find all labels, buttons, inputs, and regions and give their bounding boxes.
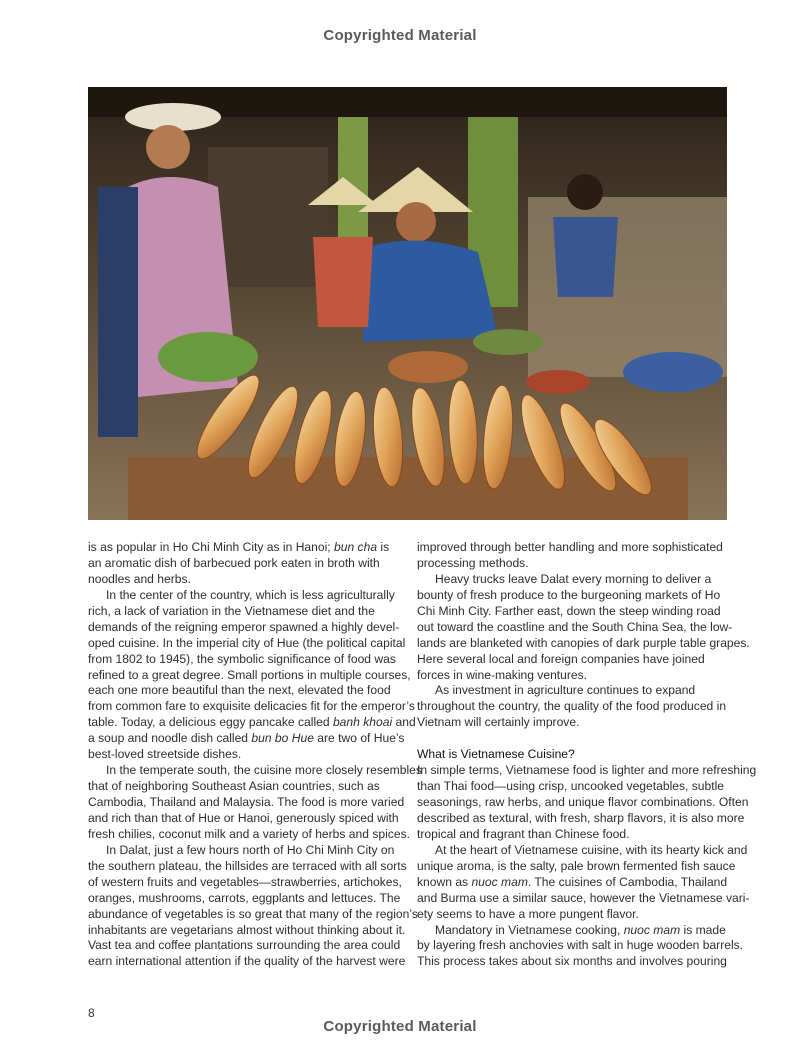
text-segment: described as textural, with fresh, sharp flavors, it is also more: [417, 810, 745, 825]
text-segment: In the center of the country, which is less agriculturally: [106, 587, 395, 602]
text-segment: This process takes about six months and involves pouring: [417, 954, 727, 969]
text-segment: the southern plateau, the hillsides are terraced with all sorts: [88, 858, 407, 873]
italic-term: nuoc mam: [471, 874, 528, 889]
text-line: [417, 731, 729, 747]
text-line: [88, 604, 400, 620]
text-segment: Here several local and foreign companies have joined: [417, 651, 705, 666]
text-line: [88, 635, 406, 652]
text-segment: seasonings, raw herbs, and unique flavor combinations. Often: [417, 795, 749, 809]
text-line: [417, 842, 748, 859]
text-line: [88, 779, 400, 795]
copyright-watermark-top: Copyrighted Material: [323, 27, 477, 44]
text-segment: noodles and herbs.: [88, 571, 191, 586]
text-line: [88, 875, 400, 891]
text-line: [417, 540, 729, 556]
text-line: [417, 907, 729, 923]
italic-term: bun bo Hue: [251, 731, 314, 746]
text-segment: Mandatory in Vietnamese cooking,: [435, 922, 624, 937]
text-line: [88, 588, 400, 604]
text-line: [417, 954, 729, 970]
text-line: [417, 827, 729, 843]
text-segment: is made: [680, 922, 726, 937]
photo-illustration: [88, 87, 727, 520]
text-line: [88, 922, 406, 939]
italic-term: bun cha: [334, 540, 378, 554]
text-line: [417, 763, 757, 779]
text-line: [417, 668, 729, 684]
text-line: [88, 540, 400, 556]
italic-term: nuoc mam: [623, 922, 681, 937]
italic-term: banh khoai: [332, 715, 393, 730]
text-segment: and: [392, 715, 416, 730]
text-segment: earn international attention if the quality of the harvest were: [88, 954, 406, 969]
text-segment: demands of the reigning emperor spawned a highly devel-: [88, 619, 400, 634]
text-segment: In the temperate south, the cuisine more closely resembles: [106, 763, 422, 778]
text-segment: . The cuisines of Cambodia, Thailand: [527, 874, 728, 889]
text-line: [417, 938, 744, 954]
text-line: [88, 731, 405, 747]
text-segment: Chi Minh City. Farther east, down the steep winding road: [417, 603, 721, 618]
text-segment: In simple terms, Vietnamese food is lighter and more refreshing: [417, 763, 757, 778]
text-line: [88, 954, 406, 970]
text-line: [88, 858, 407, 875]
text-segment: Vietnam will certainly improve.: [417, 715, 580, 730]
text-segment: processing methods.: [417, 555, 529, 570]
text-segment: best-loved streetside dishes.: [88, 747, 242, 762]
text-line: [88, 652, 400, 668]
text-segment: known as: [417, 874, 472, 889]
text-segment: tropical and fragrant than Chinese food.: [417, 826, 630, 841]
copyright-watermark-bottom: Copyrighted Material: [323, 1018, 477, 1035]
text-segment: a soup and noodle dish called: [88, 731, 252, 746]
text-line: [417, 699, 729, 715]
text-segment: than Thai food—using crisp, uncooked vegetables, subtle: [417, 779, 725, 794]
text-segment: is as popular in Ho Chi Minh City as in Hanoi;: [88, 540, 335, 554]
text-line: [88, 747, 400, 763]
text-segment: table. Today, a delicious eggy pancake called: [88, 715, 333, 730]
text-line: [417, 890, 750, 907]
text-segment: Heavy trucks leave Dalat every morning to deliver a: [435, 571, 712, 586]
text-segment: by layering fresh anchovies with salt in huge wooden barrels.: [417, 938, 744, 953]
text-segment: fresh chilies, coconut milk and a variety of herbs and spices.: [88, 826, 410, 841]
text-line: [88, 620, 400, 636]
text-segment: forces in wine-making ventures.: [417, 667, 588, 682]
text-segment: refined to a great degree. Small portions in multiple courses,: [88, 667, 411, 682]
text-line: [417, 652, 729, 668]
text-line: [88, 811, 400, 827]
text-segment: from 1802 to 1945), the symbolic significance of food was: [88, 651, 396, 666]
text-line: [417, 635, 750, 652]
text-line: [417, 619, 733, 636]
text-line: [88, 667, 411, 684]
text-line: [88, 906, 418, 923]
text-line: [88, 795, 405, 811]
text-line: [417, 875, 729, 891]
text-line: [417, 572, 729, 588]
text-line: [88, 572, 400, 588]
text-segment: In Dalat, just a few hours north of Ho Chi Minh City on: [106, 842, 395, 857]
text-segment: bounty of fresh produce to the burgeoning markets of Ho: [417, 587, 721, 602]
text-line: [417, 588, 729, 604]
text-line: [417, 604, 729, 620]
text-segment: Cambodia, Thailand and Malaysia. The food is more varied: [88, 795, 405, 809]
text-segment: improved through better handling and more sophisticated: [417, 540, 723, 554]
text-line: [417, 923, 729, 939]
text-segment: is: [377, 540, 390, 554]
text-segment: unique aroma, is the salty, pale brown fermented fish sauce: [417, 858, 736, 873]
text-segment: inhabitants are vegetarians almost without thinking about it.: [88, 922, 406, 937]
text-line: [88, 683, 400, 699]
text-segment: of western fruits and vegetables—strawberries, artichokes,: [88, 874, 402, 889]
text-segment: Vast tea and coffee plantations surrounding the area could: [88, 938, 401, 953]
text-line: [417, 683, 729, 699]
text-line: [88, 556, 400, 572]
text-segment: What is Vietnamese Cuisine?: [417, 747, 575, 762]
text-segment: each one more beautiful than the next, elevated the food: [88, 683, 391, 698]
text-segment: abundance of vegetables is so great that many of the region’s: [88, 906, 418, 921]
text-segment: that of neighboring Southeast Asian countries, such as: [88, 779, 380, 794]
section-heading: [417, 747, 729, 763]
text-line: [417, 858, 736, 875]
text-segment: lands are blanketed with canopies of dark purple table grapes.: [417, 635, 750, 650]
text-segment: from common fare to exquisite delicacies fit for the emperor’s: [88, 699, 415, 714]
text-line: [88, 699, 415, 715]
text-line: [88, 891, 400, 907]
text-line: [417, 556, 729, 572]
text-segment: ety seems to have a more pungent flavor.: [417, 906, 639, 921]
text-line: [417, 795, 749, 811]
text-line: [417, 779, 729, 795]
text-segment: oranges, mushrooms, carrots, eggplants and lettuces. The: [88, 890, 401, 905]
text-segment: oped cuisine. In the imperial city of Hue (the political capital: [88, 635, 406, 650]
text-line: [417, 810, 745, 827]
text-line: [88, 938, 400, 954]
text-line: [88, 826, 410, 843]
text-column-right: [417, 540, 757, 970]
text-line: [88, 763, 422, 779]
text-segment: and rich than that of Hue or Hanoi, generously spiced with: [88, 810, 399, 825]
text-segment: are two of Hue’s: [313, 731, 405, 746]
text-segment: and Burma use a similar sauce, however the Vietnamese vari-: [417, 890, 750, 905]
text-line: [88, 715, 416, 731]
text-segment: throughout the country, the quality of the food produced in: [417, 699, 727, 714]
text-segment: At the heart of Vietnamese cuisine, with its hearty kick and: [435, 842, 748, 857]
text-segment: rich, a lack of variation in the Vietnamese diet and the: [88, 603, 375, 618]
market-stall-photo: [88, 87, 727, 520]
text-line: [417, 715, 729, 731]
page-number: 8: [88, 1006, 95, 1020]
text-line: [88, 843, 400, 859]
text-segment: an aromatic dish of barbecued pork eaten in broth with: [88, 555, 380, 570]
text-segment: out toward the coastline and the South China Sea, the low-: [417, 619, 733, 634]
text-column-left: [88, 540, 422, 970]
text-segment: As investment in agriculture continues to expand: [435, 683, 696, 698]
